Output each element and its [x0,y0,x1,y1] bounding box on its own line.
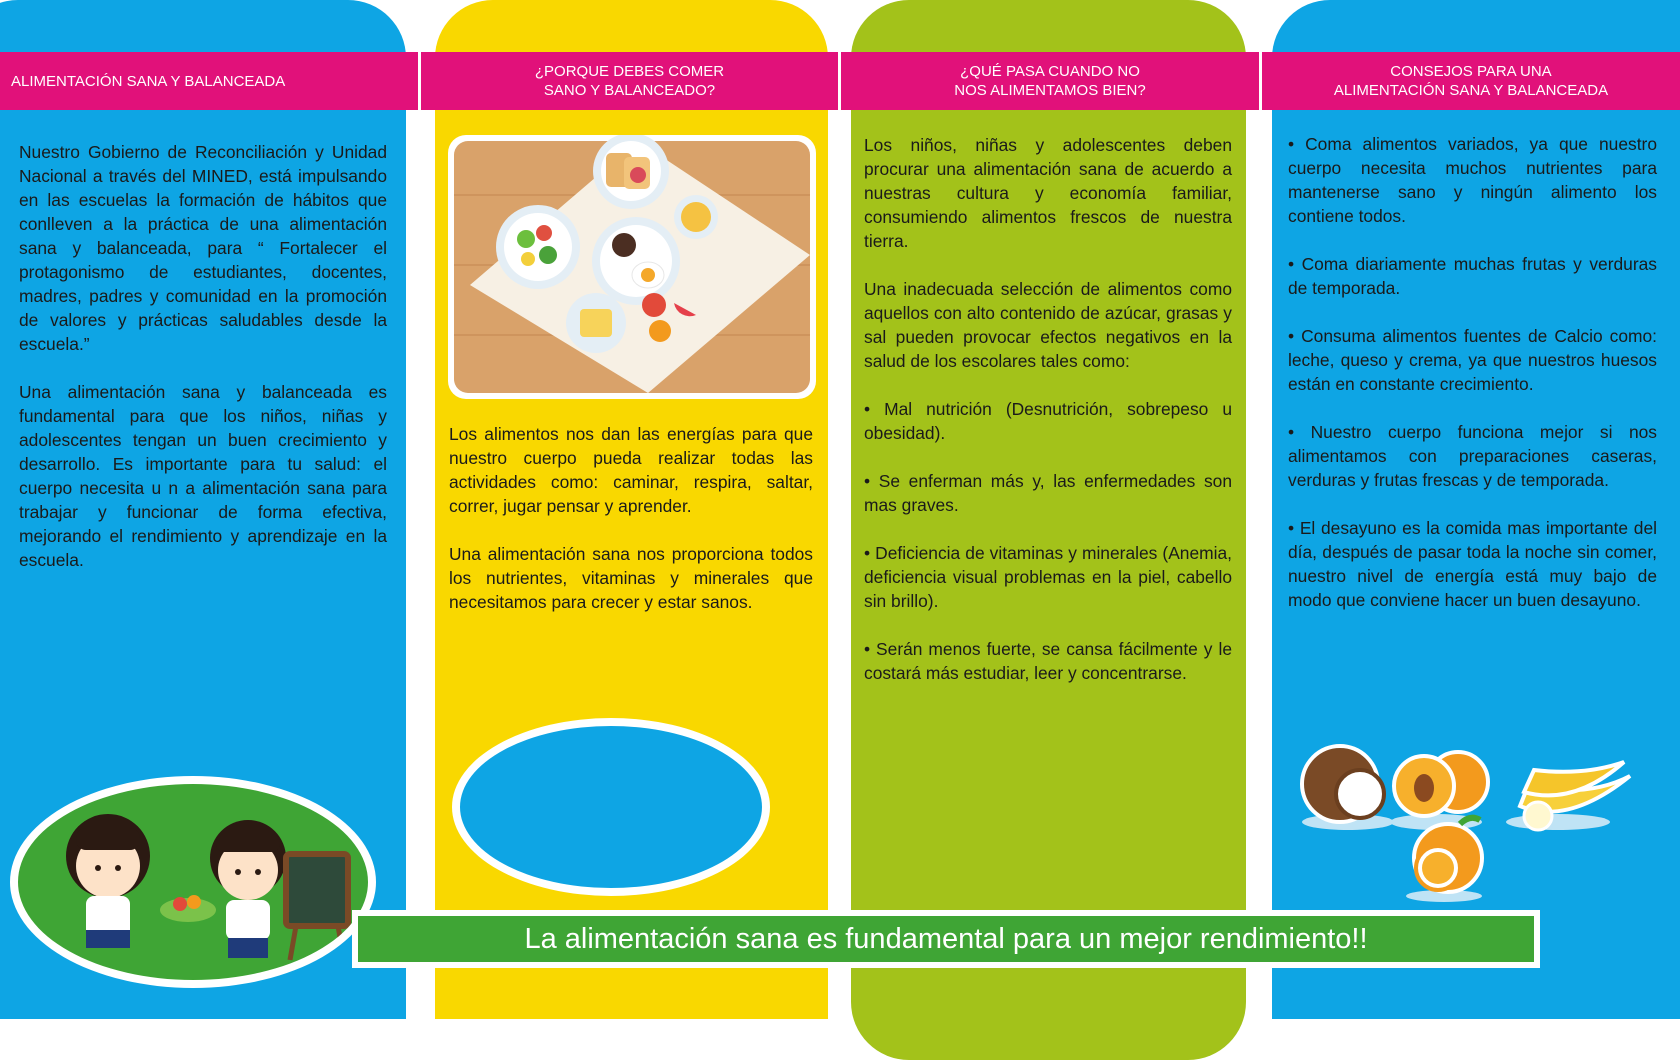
col3-bullet-4: • Serán menos fuerte, se cansa fácilmente y le costará más estudiar, leer y concentrarse. [864,639,1232,683]
col2-text [449,422,813,638]
bottom-banner: La alimentación sana es fundamental para un mejor rendimiento!! [352,910,1540,968]
blue-oval-placeholder [452,718,770,896]
col3-bullet-2: • Se enferman más y, las enfermedades son mas graves. [864,471,1232,515]
col4-text [1288,132,1657,636]
col3-paragraph-1: Los niños, niñas y adolescentes deben procurar una alimentación sana de acuerdo a nuestras cultura y economía familiar, consumiendo alimentos frescos de nuestra tierra. [864,135,1232,251]
col4-bullet-3: • Consuma alimentos fuentes de Calcio como: leche, queso y crema, ya que nuestros huesos están en constante crecimiento. [1288,326,1657,394]
col1-paragraph-1: Nuestro Gobierno de Reconciliación y Unidad Nacional a través del MINED, está impulsando en las escuelas la formación de hábitos que conlleven a la práctica de una alimentación sana y balanceada, para “ Fortalecer el protagonismo de estudiantes, docentes, madres, padres y comunidad en la promoción de valores y prácticas saludables desde la escuela.” [19,142,387,354]
col4-bullet-2: • Coma diariamente muchas frutas y verduras de temporada. [1288,254,1657,298]
col2-paragraph-1: Los alimentos nos dan las energías para que nuestro cuerpo pueda realizar todas las actividades como: caminar, respira, saltar, correr, jugar pensar y aprender. [449,424,813,516]
col3-text [864,133,1232,709]
col4-bullet-4: • Nuestro cuerpo funciona mejor si nos alimentamos con preparaciones caseras, verduras y frutas frescas y de temporada. [1288,422,1657,490]
header-que-pasa: ¿QUÉ PASA CUANDO NO NOS ALIMENTAMOS BIEN? [841,52,1259,110]
col1-paragraph-2: Una alimentación sana y balanceada es fundamental para que los niños, niñas y adolescentes tengan un buen crecimiento y desarrollo. Es importante para tu salud: el cuerpo necesita u n a alimentación sana para trabajar y funcionar de forma efectiva, mejorando el rendimiento y aprendizaje en la escuela. [19,382,387,570]
header-porque-comer-sano: ¿PORQUE DEBES COMER SANO Y BALANCEADO? [421,52,838,110]
header-alimentacion-sana: ALIMENTACIÓN SANA Y BALANCEADA [0,52,418,110]
col1-text [19,140,387,596]
col3-paragraph-2: Una inadecuada selección de alimentos como aquellos con alto contenido de azúcar, grasas y sal pueden provocar efectos negativos en la salud de los escolares tales como: [864,279,1232,371]
breakfast-table-image [448,135,816,399]
kids-illustration [10,776,376,988]
col3-bullet-1: • Mal nutrición (Desnutrición, sobrepeso u obesidad). [864,399,1232,443]
col3-bullet-3: • Deficiencia de vitaminas y minerales (Anemia, deficiencia visual problemas en la piel, cabello sin brillo). [864,543,1232,611]
header-consejos: CONSEJOS PARA UNA ALIMENTACIÓN SANA Y BALANCEADA [1262,52,1680,110]
students-icon [18,784,368,980]
col4-bullet-1: • Coma alimentos variados, ya que nuestro cuerpo necesita muchos nutrientes para mantenerse sano y ningún alimento los contiene todos. [1288,134,1657,226]
col4-bullet-5: • El desayuno es la comida mas importante del día, después de pasar toda la noche sin comer, nuestro nivel de energía está muy bajo de modo que conviene hacer un buen desayuno. [1288,518,1657,610]
col2-paragraph-2: Una alimentación sana nos proporciona todos los nutrientes, vitaminas y minerales que necesitamos para crecer y estar sanos. [449,544,813,612]
fruits-illustration [1288,736,1658,908]
